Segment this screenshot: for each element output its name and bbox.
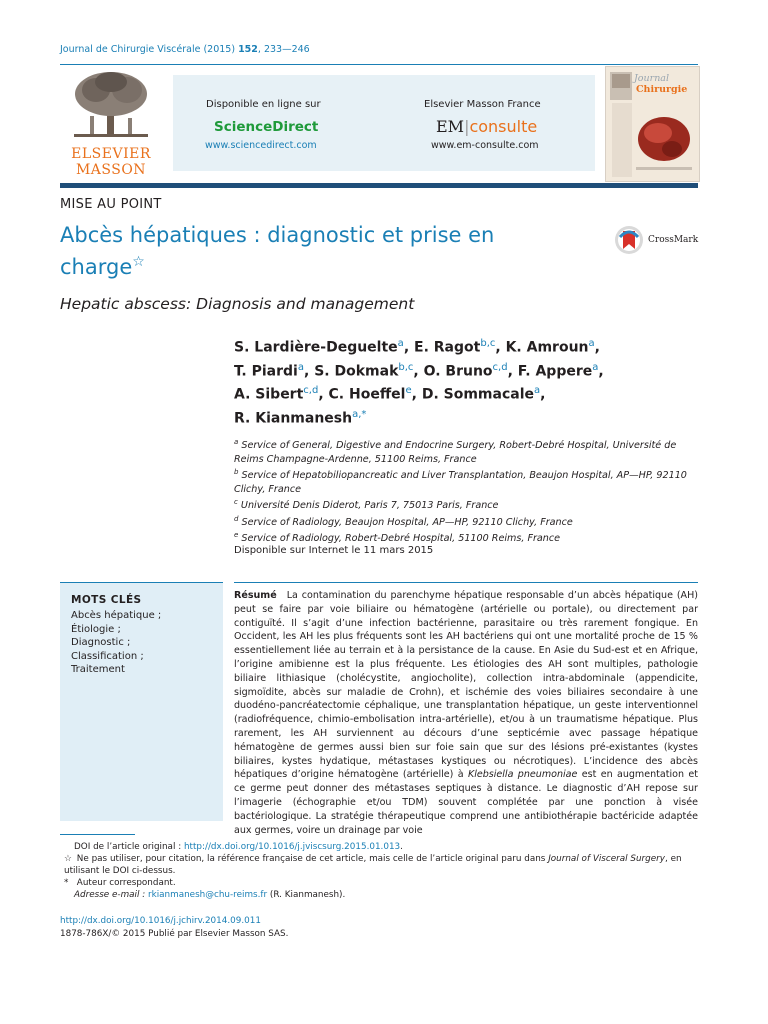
author-affiliation-mark[interactable]: c,d: [303, 385, 319, 397]
logo-wordmark-elsevier: ELSEVIER: [71, 146, 151, 162]
affiliation-list: [234, 436, 704, 546]
author-name[interactable]: F. Appere: [517, 363, 593, 380]
top-rule: [60, 64, 698, 65]
emconsulte-brand: EM|consulte: [436, 117, 538, 136]
issn-copyright: 1878-786X/© 2015 Publié par Elsevier Masson SAS.: [60, 929, 289, 939]
author-affiliation-mark[interactable]: a: [588, 338, 595, 349]
article-section-label: MISE AU POINT: [60, 197, 162, 212]
author-affiliation-mark[interactable]: a,*: [352, 408, 367, 420]
crossmark-label[interactable]: CrossMark: [648, 235, 699, 245]
article-doi-link[interactable]: http://dx.doi.org/10.1016/j.jchirv.2014.09.011: [60, 916, 261, 926]
author-name[interactable]: K. Amroun: [505, 339, 589, 356]
footnotes: [60, 841, 700, 901]
journal-reference: Journal de Chirurgie Viscérale (2015) 152, 233—246: [60, 44, 310, 55]
original-doi-note: DOI de l’article original : http://dx.doi.org/10.1016/j.jviscsurg.2015.01.013.: [74, 842, 403, 852]
author-line: [234, 405, 684, 429]
keyword-item: Traitement: [71, 664, 125, 675]
author-line: T. Piardi$^a$, S. Dokmak$^{b,c}$, O. Bruno$^{c,d}$, F. Appere$^a$,: [234, 361, 604, 380]
original-doi-link[interactable]: http://dx.doi.org/10.1016/j.jviscsurg.2015.01.013: [183, 842, 401, 852]
article-title: Abcès hépatiques : diagnostic et prise en charge☆: [60, 223, 495, 279]
abstract-text: Résumé La contamination du parenchyme hépatique responsable d’un abcès hépatique (AH) peut se faire par voie biliaire ou hématogène (artérielle ou portale), ou directement par contiguïté. Il s’agit d’une infection bactérienne, parasitaire ou très rarement fongique. En Occident, les AH les plus fréquents sont les AH bactériens qui ont une mortalité proche de 15 % essentiellement liée au terrain et à la persistance de la cause. En Asie du Sud-est et en Afrique, l’origine amibienne est la plus fréquente. Les étiologies des AH sont multiples, pathologie biliaire lithiasique (cholécystite, angiocholite), collection intra-abdominale (appendicite, sigmoïdite, abcès sur maladie de Crohn), et ischémie des voies biliaires secondaire à une duodéno-pancréatectomie céphalique, une transplantation hépatique, un geste interventionnel (radiofréquence, chimio-embolisation intra-artérielle), et/ou à un traumatisme hépatique. Plus rarement, les AH surviennent au décours d’une septicémie avec passage hépatique hématogène de germes aussi bien sur foie sain que sur des lésions pré-existantes (kystes biliaires, kystes hydatique, métastases kystiques ou nécrotiques). L’incidence des abcès hépatiques d’origine hématogène (artérielle) à Klebsiella pneumoniae est en augmentation et ce germe peut donner des métastases septiques à distance. Le diagnostic d’AH repose sur l’imagerie (échographie et/ou TDM) souvent complétée par une ponction à visée bactériologique. La stratégie thérapeutique comprend une antibiothérapie bactéricide adaptée aux germes, voire un drainage par voie: [234, 590, 699, 836]
logo-wordmark-masson: MASSON: [75, 162, 147, 178]
journal-cover-thumbnail: [605, 66, 700, 182]
publisher-label: Elsevier Masson France: [424, 99, 541, 110]
cover-title-line1: Journal: [634, 73, 670, 84]
author-affiliation-mark[interactable]: b,c: [398, 361, 414, 373]
abstract-rule: [234, 582, 698, 583]
keyword-item: Classification ;: [71, 650, 144, 662]
author-affiliation-mark[interactable]: a: [592, 361, 599, 373]
elsevier-masson-logo: [60, 70, 162, 182]
footnote-rule: [60, 834, 135, 835]
tree-logo-icon: [70, 70, 152, 142]
author-name[interactable]: T. Piardi: [234, 363, 298, 380]
author-name[interactable]: O. Bruno: [423, 363, 493, 380]
author-affiliation-mark[interactable]: e: [405, 385, 412, 397]
author-name[interactable]: R. Kianmanesh: [234, 410, 353, 427]
affiliation-item: $^d$ Service of Radiology, Beaujon Hospital, AP—HP, 92110 Clichy, France: [234, 514, 573, 528]
species-name: Klebsiella pneumoniae: [467, 769, 578, 781]
sciencedirect-link[interactable]: www.sciencedirect.com: [205, 140, 317, 151]
affiliation-item: $^c$ Université Denis Diderot, Paris 7, 75013 Paris, France: [234, 498, 499, 512]
keywords-list: [71, 609, 161, 677]
abstract-label: Résumé: [234, 590, 277, 601]
emconsulte-link[interactable]: www.em-consulte.com: [431, 140, 539, 151]
author-affiliation-mark[interactable]: a: [534, 385, 541, 397]
author-email-link[interactable]: rkianmanesh@chu-reims.fr: [148, 890, 268, 900]
author-name[interactable]: A. Sibert: [234, 386, 304, 403]
author-line: S. Lardière-Deguelte$^a$, E. Ragot$^{b,c}$, K. Amroun$^a$,: [234, 338, 600, 356]
author-name[interactable]: E. Ragot: [414, 339, 481, 356]
citation-note: ☆ Ne pas utiliser, pour citation, la référence française de cet article, mais celle de l’article original paru dans Journal of Visceral Surgery, en utilisant le DOI ci-dessus.: [64, 854, 682, 876]
author-affiliation-mark[interactable]: a: [397, 338, 404, 349]
keywords-panel: [60, 582, 223, 821]
author-line: A. Sibert$^{c,d}$, C. Hoeffel$^e$, D. Sommacale$^a$,: [234, 385, 546, 403]
author-affiliation-mark[interactable]: c,d: [492, 361, 508, 373]
email-note: Adresse e-mail : rkianmanesh@chu-reims.fr (R. Kianmanesh).: [74, 890, 346, 900]
article-subtitle: Hepatic abscess: Diagnosis and management: [60, 295, 415, 313]
keyword-item: Diagnostic ;: [71, 637, 131, 648]
cover-title-line2: Chirurgie: [636, 84, 688, 95]
affiliation-item: $^b$ Service of Hepatobiliopancreatic and Liver Transplantation, Beaujon Hospital, AP—HP, 92110 Clichy, France: [234, 468, 687, 495]
author-name[interactable]: S. Dokmak: [314, 363, 399, 380]
affiliation-item: $^e$ Service of Radiology, Robert-Debré Hospital, 51100 Reims, France: [234, 531, 561, 545]
author-name[interactable]: C. Hoeffel: [328, 386, 406, 403]
keyword-item: Abcès hépatique ;: [71, 610, 162, 621]
online-availability-label: Disponible en ligne sur: [206, 99, 321, 110]
author-name[interactable]: S. Lardière-Deguelte: [234, 339, 398, 356]
header-divider: [60, 183, 698, 188]
author-list: [234, 334, 684, 429]
author-affiliation-mark[interactable]: b,c: [480, 338, 496, 349]
online-date: Disponible sur Internet le 11 mars 2015: [234, 545, 434, 556]
keywords-heading: MOTS CLÉS: [71, 594, 142, 606]
keyword-item: Étiologie ;: [71, 623, 121, 635]
crossmark-icon[interactable]: [614, 225, 646, 255]
corresponding-author-note: * Auteur correspondant.: [64, 878, 176, 888]
sciencedirect-brand: ScienceDirect: [214, 119, 319, 135]
author-name[interactable]: D. Sommacale: [421, 386, 535, 403]
title-footnote-mark[interactable]: ☆: [132, 254, 145, 270]
affiliation-item: $^a$ Service of General, Digestive and Endocrine Surgery, Robert-Debré Hospital, Université de Reims Champagne-Ardenne, 51100 Reims, France: [234, 438, 677, 465]
author-affiliation-mark[interactable]: a: [297, 361, 304, 373]
